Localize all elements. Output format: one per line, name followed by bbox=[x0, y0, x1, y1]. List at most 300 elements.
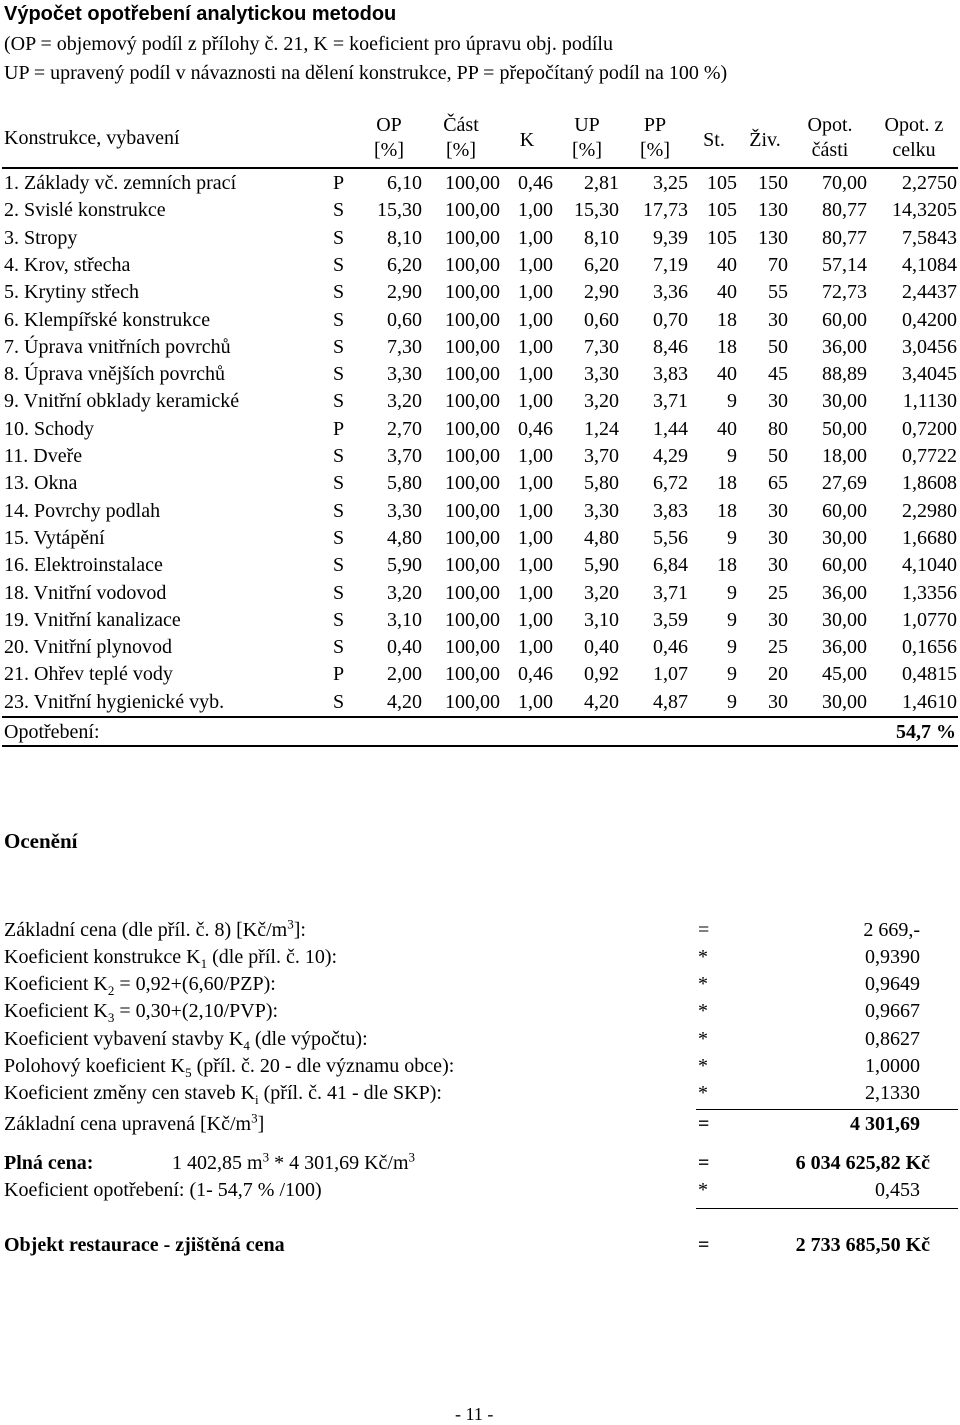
row-type: S bbox=[333, 526, 345, 549]
valuation-value: 0,9649 bbox=[865, 973, 920, 995]
header-st: St. bbox=[703, 129, 725, 151]
cell-opot: 80,77 bbox=[822, 199, 867, 222]
valuation-title: Ocenění bbox=[4, 829, 78, 853]
cell-pp: 8,46 bbox=[653, 335, 688, 358]
cell-cast: 100,00 bbox=[445, 226, 500, 249]
cell-k: 1,00 bbox=[518, 390, 553, 413]
label-text: Základní cena (dle příl. č. 8) [Kč/m bbox=[4, 919, 288, 941]
cell-opot: 50,00 bbox=[822, 417, 867, 440]
cell-up: 15,30 bbox=[574, 199, 619, 222]
table-row bbox=[0, 334, 960, 361]
cell-cast: 100,00 bbox=[445, 199, 500, 222]
final-price-value: 2 733 685,50 Kč bbox=[795, 1234, 930, 1256]
valuation-operator: * bbox=[698, 946, 708, 968]
label-text: Koeficient K bbox=[4, 1000, 108, 1022]
cell-up: 3,30 bbox=[584, 499, 619, 522]
table-row bbox=[0, 634, 960, 661]
cell-up: 3,20 bbox=[584, 581, 619, 604]
valuation-operator: * bbox=[698, 1082, 708, 1104]
row-name: 21. Ohřev teplé vody bbox=[4, 663, 173, 686]
row-type: S bbox=[333, 581, 345, 604]
cell-ziv: 30 bbox=[768, 608, 788, 631]
table-row bbox=[0, 443, 960, 470]
cell-up: 4,20 bbox=[584, 690, 619, 713]
cell-opot: 30,00 bbox=[822, 690, 867, 713]
row-name: 5. Krytiny střech bbox=[4, 281, 139, 304]
cell-pp: 3,83 bbox=[653, 499, 688, 522]
label-text: Koeficient vybavení stavby K bbox=[4, 1028, 244, 1050]
calc-text: * 4 301,69 Kč/m bbox=[269, 1152, 409, 1174]
cell-st: 18 bbox=[717, 554, 737, 577]
cell-celk: 3,4045 bbox=[902, 363, 957, 386]
cell-k: 1,00 bbox=[518, 499, 553, 522]
cell-k: 1,00 bbox=[518, 636, 553, 659]
cell-op: 7,30 bbox=[387, 335, 422, 358]
cell-celk: 3,0456 bbox=[902, 335, 957, 358]
cell-ziv: 50 bbox=[768, 445, 788, 467]
cell-st: 18 bbox=[717, 335, 737, 358]
cell-k: 1,00 bbox=[518, 526, 553, 549]
cell-cast: 100,00 bbox=[445, 499, 500, 522]
label-text: Polohový koeficient K bbox=[4, 1055, 186, 1077]
cell-opot: 27,69 bbox=[822, 472, 867, 495]
row-type: S bbox=[333, 636, 345, 659]
cell-up: 2,90 bbox=[584, 281, 619, 304]
cell-opot: 88,89 bbox=[822, 363, 867, 386]
cell-st: 40 bbox=[717, 363, 737, 386]
valuation-row bbox=[0, 998, 960, 1025]
table-row bbox=[0, 552, 960, 579]
label-text: Základní cena upravená [Kč/m bbox=[4, 1113, 252, 1135]
cell-up: 3,20 bbox=[584, 390, 619, 413]
row-type: S bbox=[333, 199, 345, 222]
cell-st: 105 bbox=[707, 199, 737, 222]
cell-k: 0,46 bbox=[518, 417, 553, 440]
table-row bbox=[0, 580, 960, 607]
header-k: K bbox=[519, 129, 535, 151]
table-row bbox=[0, 225, 960, 252]
full-price-row bbox=[0, 1150, 960, 1177]
label-subscript: 1 bbox=[200, 956, 208, 971]
cell-pp: 1,07 bbox=[653, 663, 688, 686]
cell-celk: 0,1656 bbox=[902, 636, 957, 659]
cell-cast: 100,00 bbox=[445, 417, 500, 440]
valuation-value: 0,9667 bbox=[865, 1000, 920, 1022]
cell-k: 1,00 bbox=[518, 226, 553, 249]
row-type: P bbox=[333, 663, 345, 686]
header-konstrukce: Konstrukce, vybavení bbox=[4, 127, 180, 149]
label-subscript: 2 bbox=[107, 983, 115, 998]
cell-st: 40 bbox=[717, 253, 737, 276]
cell-opot: 70,00 bbox=[822, 172, 867, 194]
cell-up: 2,81 bbox=[584, 172, 619, 194]
row-name: 13. Okna bbox=[4, 472, 78, 495]
cell-op: 0,60 bbox=[387, 308, 422, 331]
cell-ziv: 80 bbox=[768, 417, 788, 440]
cell-op: 6,20 bbox=[387, 253, 422, 276]
header-divider bbox=[2, 167, 958, 169]
cell-up: 5,80 bbox=[584, 472, 619, 495]
valuation-row bbox=[0, 1111, 960, 1138]
header-cast: Část [%] bbox=[443, 114, 479, 161]
cell-up: 3,70 bbox=[584, 445, 619, 467]
valuation-operator: = bbox=[698, 919, 710, 941]
valuation-label bbox=[4, 971, 276, 998]
label-text: (dle příl. č. 10): bbox=[207, 946, 338, 968]
cell-op: 4,20 bbox=[387, 690, 422, 713]
header-opot-casti: Opot. části bbox=[807, 114, 853, 161]
valuation-label bbox=[4, 1111, 264, 1138]
header-pp: PP [%] bbox=[640, 114, 670, 161]
cell-celk: 1,0770 bbox=[902, 608, 957, 631]
cell-k: 0,46 bbox=[518, 663, 553, 686]
cell-st: 105 bbox=[707, 226, 737, 249]
row-type: S bbox=[333, 253, 345, 276]
cell-pp: 3,71 bbox=[653, 390, 688, 413]
label-text: = 0,30+(2,10/PVP): bbox=[114, 1000, 279, 1022]
cell-ziv: 30 bbox=[768, 499, 788, 522]
cell-st: 9 bbox=[727, 663, 737, 686]
cell-k: 1,00 bbox=[518, 581, 553, 604]
cell-cast: 100,00 bbox=[445, 281, 500, 304]
row-name: 14. Povrchy podlah bbox=[4, 499, 161, 522]
full-price-operator: = bbox=[698, 1152, 710, 1174]
cell-st: 40 bbox=[717, 417, 737, 440]
label-subscript: i bbox=[255, 1092, 259, 1107]
cell-opot: 72,73 bbox=[822, 281, 867, 304]
cell-celk: 2,2980 bbox=[902, 499, 957, 522]
cell-ziv: 30 bbox=[768, 390, 788, 413]
cell-ziv: 130 bbox=[758, 226, 788, 249]
cell-up: 1,24 bbox=[584, 417, 619, 440]
cell-pp: 7,19 bbox=[653, 253, 688, 276]
cell-op: 3,30 bbox=[387, 363, 422, 386]
cell-pp: 17,73 bbox=[643, 199, 688, 222]
cell-pp: 1,44 bbox=[653, 417, 688, 440]
cell-pp: 3,71 bbox=[653, 581, 688, 604]
cell-opot: 60,00 bbox=[822, 554, 867, 577]
header-up: UP [%] bbox=[572, 114, 602, 161]
final-price-operator: = bbox=[698, 1234, 710, 1256]
valuation-label bbox=[4, 1053, 454, 1080]
cell-st: 18 bbox=[717, 472, 737, 495]
cell-op: 2,90 bbox=[387, 281, 422, 304]
cell-celk: 2,2750 bbox=[902, 172, 957, 194]
valuation-operator: * bbox=[698, 1028, 708, 1050]
cell-pp: 6,72 bbox=[653, 472, 688, 495]
row-name: 19. Vnitřní kanalizace bbox=[4, 608, 181, 631]
cell-up: 4,80 bbox=[584, 526, 619, 549]
valuation-value: 0,9390 bbox=[865, 946, 920, 968]
table-row bbox=[0, 279, 960, 306]
cell-up: 0,60 bbox=[584, 308, 619, 331]
wear-coef-row bbox=[0, 1177, 960, 1204]
cell-pp: 3,59 bbox=[653, 608, 688, 631]
cell-ziv: 50 bbox=[768, 335, 788, 358]
cell-cast: 100,00 bbox=[445, 390, 500, 413]
row-name: 18. Vnitřní vodovod bbox=[4, 581, 167, 604]
row-name: 4. Krov, střecha bbox=[4, 253, 131, 276]
cell-ziv: 150 bbox=[758, 172, 788, 194]
row-type: S bbox=[333, 472, 345, 495]
cell-pp: 3,25 bbox=[653, 172, 688, 194]
row-name: 11. Dveře bbox=[4, 445, 83, 467]
cell-k: 1,00 bbox=[518, 363, 553, 386]
cell-ziv: 55 bbox=[768, 281, 788, 304]
cell-st: 9 bbox=[727, 526, 737, 549]
cell-cast: 100,00 bbox=[445, 335, 500, 358]
row-name: 6. Klempířské konstrukce bbox=[4, 308, 211, 331]
cell-celk: 1,6680 bbox=[902, 526, 957, 549]
label-text: ] bbox=[257, 1113, 265, 1135]
cell-op: 3,30 bbox=[387, 499, 422, 522]
row-type: S bbox=[333, 308, 345, 331]
cell-opot: 36,00 bbox=[822, 581, 867, 604]
cell-st: 105 bbox=[707, 172, 737, 194]
label-text: Koeficient konstrukce K bbox=[4, 946, 201, 968]
cell-up: 5,90 bbox=[584, 554, 619, 577]
cell-pp: 3,36 bbox=[653, 281, 688, 304]
table-row bbox=[0, 661, 960, 688]
cell-cast: 100,00 bbox=[445, 554, 500, 577]
cell-st: 9 bbox=[727, 445, 737, 467]
cell-cast: 100,00 bbox=[445, 472, 500, 495]
row-name: 2. Svislé konstrukce bbox=[4, 199, 166, 222]
cell-op: 15,30 bbox=[377, 199, 422, 222]
cell-st: 9 bbox=[727, 581, 737, 604]
wear-coef-value: 0,453 bbox=[875, 1179, 920, 1201]
cell-up: 0,92 bbox=[584, 663, 619, 686]
valuation-row bbox=[0, 1080, 960, 1107]
cell-celk: 1,8608 bbox=[902, 472, 957, 495]
cell-op: 4,80 bbox=[387, 526, 422, 549]
cell-cast: 100,00 bbox=[445, 308, 500, 331]
valuation-label bbox=[4, 944, 337, 971]
row-type: S bbox=[333, 281, 345, 304]
cell-ziv: 30 bbox=[768, 554, 788, 577]
cell-op: 2,00 bbox=[387, 663, 422, 686]
cell-celk: 1,1130 bbox=[902, 390, 957, 413]
valuation-operator: * bbox=[698, 973, 708, 995]
cell-ziv: 20 bbox=[768, 663, 788, 686]
cell-cast: 100,00 bbox=[445, 690, 500, 713]
cell-ziv: 130 bbox=[758, 199, 788, 222]
cell-k: 1,00 bbox=[518, 253, 553, 276]
valuation-value: 2 669,- bbox=[863, 919, 920, 941]
row-name: 10. Schody bbox=[4, 417, 94, 440]
cell-op: 2,70 bbox=[387, 417, 422, 440]
valuation-label bbox=[4, 1080, 442, 1107]
cell-opot: 45,00 bbox=[822, 663, 867, 686]
cell-op: 8,10 bbox=[387, 226, 422, 249]
label-text: = 0,92+(6,60/PZP): bbox=[114, 973, 276, 995]
cell-k: 1,00 bbox=[518, 472, 553, 495]
table-row bbox=[0, 525, 960, 552]
valuation-row bbox=[0, 1053, 960, 1080]
label-superscript: 3 bbox=[287, 916, 294, 932]
cell-ziv: 70 bbox=[768, 253, 788, 276]
wear-coef-label: Koeficient opotřebení: (1- 54,7 % /100) bbox=[4, 1179, 322, 1201]
cell-ziv: 25 bbox=[768, 636, 788, 659]
cell-up: 0,40 bbox=[584, 636, 619, 659]
table-row bbox=[0, 361, 960, 388]
cell-k: 1,00 bbox=[518, 281, 553, 304]
cell-ziv: 30 bbox=[768, 690, 788, 713]
cell-st: 18 bbox=[717, 308, 737, 331]
full-price-label: Plná cena: bbox=[4, 1152, 94, 1174]
row-type: S bbox=[333, 445, 345, 467]
header-ziv: Živ. bbox=[749, 129, 781, 151]
calc-text: 1 402,85 m bbox=[172, 1152, 263, 1174]
total-underline bbox=[2, 745, 958, 747]
cell-k: 1,00 bbox=[518, 445, 553, 467]
cell-ziv: 25 bbox=[768, 581, 788, 604]
valuation-value: 1,0000 bbox=[865, 1055, 920, 1077]
row-name: 15. Vytápění bbox=[4, 526, 105, 549]
cell-cast: 100,00 bbox=[445, 663, 500, 686]
row-name: 3. Stropy bbox=[4, 226, 78, 249]
row-type: S bbox=[333, 690, 345, 713]
legend-line-2: UP = upravený podíl v návaznosti na dělení konstrukce, PP = přepočítaný podíl na 100 %) bbox=[4, 62, 728, 84]
cell-op: 3,10 bbox=[387, 608, 422, 631]
label-subscript: 3 bbox=[107, 1010, 115, 1025]
cell-ziv: 30 bbox=[768, 526, 788, 549]
cell-k: 1,00 bbox=[518, 608, 553, 631]
valuation-operator: = bbox=[698, 1113, 710, 1135]
valuation-label bbox=[4, 917, 306, 944]
table-row bbox=[0, 689, 960, 716]
cell-pp: 5,56 bbox=[653, 526, 688, 549]
row-name: 7. Úprava vnitřních povrchů bbox=[4, 335, 231, 358]
cell-celk: 4,1084 bbox=[902, 253, 957, 276]
table-row bbox=[0, 252, 960, 279]
table-bottom-divider bbox=[2, 716, 958, 718]
full-price-calc bbox=[172, 1150, 415, 1177]
cell-pp: 3,83 bbox=[653, 363, 688, 386]
cell-op: 3,70 bbox=[387, 445, 422, 467]
cell-st: 18 bbox=[717, 499, 737, 522]
cell-opot: 18,00 bbox=[822, 445, 867, 467]
valuation-row bbox=[0, 917, 960, 944]
label-subscript: 5 bbox=[185, 1065, 192, 1080]
label-superscript: 3 bbox=[251, 1110, 258, 1126]
valuation-value: 2,1330 bbox=[865, 1082, 920, 1104]
header-op: OP [%] bbox=[374, 114, 404, 161]
cell-op: 3,20 bbox=[387, 581, 422, 604]
cell-cast: 100,00 bbox=[445, 526, 500, 549]
table-row bbox=[0, 388, 960, 415]
cell-ziv: 45 bbox=[768, 363, 788, 386]
cell-opot: 60,00 bbox=[822, 308, 867, 331]
valuation-row bbox=[0, 971, 960, 998]
label-text: Koeficient změny cen staveb K bbox=[4, 1082, 256, 1104]
full-price-value: 6 034 625,82 Kč bbox=[795, 1152, 930, 1174]
cell-st: 9 bbox=[727, 690, 737, 713]
cell-k: 1,00 bbox=[518, 308, 553, 331]
cell-k: 1,00 bbox=[518, 335, 553, 358]
cell-ziv: 30 bbox=[768, 308, 788, 331]
cell-opot: 60,00 bbox=[822, 499, 867, 522]
header-opot-celku: Opot. z celku bbox=[884, 114, 944, 161]
cell-celk: 0,7200 bbox=[902, 417, 957, 440]
cell-op: 0,40 bbox=[387, 636, 422, 659]
valuation-row bbox=[0, 944, 960, 971]
cell-pp: 4,87 bbox=[653, 690, 688, 713]
cell-celk: 0,7722 bbox=[902, 445, 957, 467]
table-row bbox=[0, 607, 960, 634]
cell-st: 40 bbox=[717, 281, 737, 304]
row-type: S bbox=[333, 554, 345, 577]
cell-k: 1,00 bbox=[518, 199, 553, 222]
label-text: (dle výpočtu): bbox=[249, 1028, 368, 1050]
total-value: 54,7 % bbox=[896, 721, 956, 743]
cell-pp: 0,70 bbox=[653, 308, 688, 331]
label-subscript: 4 bbox=[243, 1038, 250, 1053]
valuation-operator: * bbox=[698, 1055, 708, 1077]
cell-celk: 0,4815 bbox=[902, 663, 957, 686]
row-type: S bbox=[333, 335, 345, 358]
cell-cast: 100,00 bbox=[445, 608, 500, 631]
cell-cast: 100,00 bbox=[445, 363, 500, 386]
cell-up: 3,30 bbox=[584, 363, 619, 386]
table-row bbox=[0, 170, 960, 197]
cell-opot: 80,77 bbox=[822, 226, 867, 249]
legend-line-1: (OP = objemový podíl z přílohy č. 21, K = koeficient pro úpravu obj. podílu bbox=[4, 33, 613, 55]
cell-up: 6,20 bbox=[584, 253, 619, 276]
table-row bbox=[0, 416, 960, 443]
cell-celk: 2,4437 bbox=[902, 281, 957, 304]
cell-cast: 100,00 bbox=[445, 253, 500, 276]
row-type: S bbox=[333, 390, 345, 413]
valuation-value: 4 301,69 bbox=[850, 1113, 920, 1135]
page-number: - 11 - bbox=[455, 1404, 494, 1424]
cell-up: 3,10 bbox=[584, 608, 619, 631]
row-name: 20. Vnitřní plynovod bbox=[4, 636, 172, 659]
label-text: Koeficient K bbox=[4, 973, 108, 995]
cell-op: 5,90 bbox=[387, 554, 422, 577]
cell-cast: 100,00 bbox=[445, 636, 500, 659]
cell-opot: 57,14 bbox=[822, 253, 867, 276]
cell-celk: 14,3205 bbox=[892, 199, 957, 222]
total-label: Opotřebení: bbox=[4, 721, 100, 743]
row-type: S bbox=[333, 608, 345, 631]
calc-superscript: 3 bbox=[262, 1149, 270, 1165]
cell-opot: 30,00 bbox=[822, 526, 867, 549]
cell-pp: 9,39 bbox=[653, 226, 688, 249]
label-text: (příl. č. 20 - dle významu obce): bbox=[191, 1055, 455, 1077]
row-type: S bbox=[333, 363, 345, 386]
cell-k: 0,46 bbox=[518, 172, 553, 194]
cell-op: 3,20 bbox=[387, 390, 422, 413]
cell-st: 9 bbox=[727, 636, 737, 659]
cell-st: 9 bbox=[727, 608, 737, 631]
page-title: Výpočet opotřebení analytickou metodou bbox=[4, 3, 397, 25]
cell-cast: 100,00 bbox=[445, 172, 500, 194]
cell-pp: 6,84 bbox=[653, 554, 688, 577]
row-type: S bbox=[333, 226, 345, 249]
valuation-label bbox=[4, 998, 278, 1025]
cell-pp: 4,29 bbox=[653, 445, 688, 467]
cell-op: 5,80 bbox=[387, 472, 422, 495]
table-row bbox=[0, 498, 960, 525]
cell-opot: 36,00 bbox=[822, 335, 867, 358]
final-price-row bbox=[0, 1232, 960, 1259]
cell-cast: 100,00 bbox=[445, 445, 500, 467]
cell-op: 6,10 bbox=[387, 172, 422, 194]
cell-up: 7,30 bbox=[584, 335, 619, 358]
valuation-operator: * bbox=[698, 1000, 708, 1022]
label-text: (příl. č. 41 - dle SKP): bbox=[258, 1082, 442, 1104]
